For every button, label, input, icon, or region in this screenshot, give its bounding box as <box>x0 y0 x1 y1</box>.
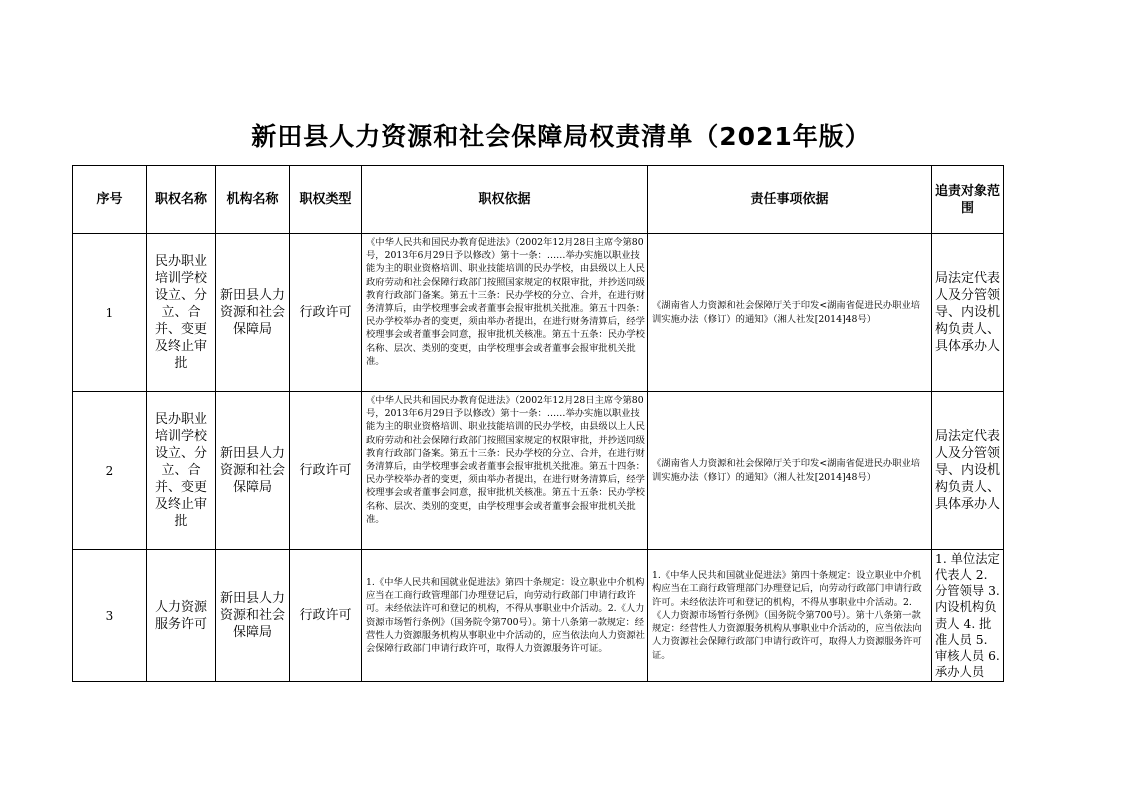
power-name-cell: 民办职业培训学校设立、分立、合并、变更及终止审批 <box>147 234 216 392</box>
org-name-cell: 新田县人力资源和社会保障局 <box>216 550 290 682</box>
header-row <box>73 166 1004 234</box>
power-name-cell: 人力资源服务许可 <box>147 550 216 682</box>
header-accountability: 追责对象范围 <box>932 166 1004 234</box>
page-title: 新田县人力资源和社会保障局权责清单（2021年版） <box>251 122 871 151</box>
power-basis-cell: 《中华人民共和国民办教育促进法》（2002年12月28日主席令第80号，2013年6月29日予以修改）第十一条：……举办实施以职业技能为主的职业资格培训、职业技能培训的民办学校，由县级以上人民政府劳动和社会保障行政部门按照国家规定的权限审批，并抄送同级教育行政部门备案。第五十三条：民办学校的分立、合并，在进行财务清算后，由学校理事会或者董事会报审批机关批准。第五十四条：民办学校举办者的变更，须由举办者提出，在进行财务清算后，经学校理事会或者董事会同意，报审批机关核准。第五十五条：民办学校名称、层次、类别的变更，由学校理事会或者董事会报审批机关批准。 <box>362 392 648 550</box>
org-name-cell: 新田县人力资源和社会保障局 <box>216 392 290 550</box>
power-name-cell: 民办职业培训学校设立、分立、合并、变更及终止审批 <box>147 392 216 550</box>
power-type-cell: 行政许可 <box>290 392 362 550</box>
table-row <box>73 392 1004 550</box>
row-number: 1 <box>73 234 147 392</box>
power-type-cell: 行政许可 <box>290 234 362 392</box>
power-type-cell: 行政许可 <box>290 550 362 682</box>
header-power-basis: 职权依据 <box>362 166 648 234</box>
duty-basis-cell: 《湖南省人力资源和社会保障厅关于印发<湖南省促进民办职业培训实施办法（修订）的通知》（湘人社发[2014]48号） <box>648 392 932 550</box>
duty-basis-cell: 《湖南省人力资源和社会保障厅关于印发<湖南省促进民办职业培训实施办法（修订）的通知》（湘人社发[2014]48号） <box>648 234 932 392</box>
row-number: 3 <box>73 550 147 682</box>
row-number: 2 <box>73 392 147 550</box>
header-power-type: 职权类型 <box>290 166 362 234</box>
org-name-cell: 新田县人力资源和社会保障局 <box>216 234 290 392</box>
accountability-cell: 1. 单位法定代表人 2. 分管领导 3. 内设机构负责人 4. 批准人员 5. 审核人员 6. 承办人员 <box>932 550 1004 682</box>
header-duty-basis: 责任事项依据 <box>648 166 932 234</box>
duty-basis-cell: 1.《中华人民共和国就业促进法》第四十条规定：设立职业中介机构应当在工商行政管理部门办理登记后，向劳动行政部门申请行政许可。未经依法许可和登记的机构，不得从事职业中介活动。2.《人力资源市场暂行条例》（国务院令第700号）。第十八条第一款规定：经营性人力资源服务机构从事职业中介活动的，应当依法向人力资源社会保障行政部门申请行政许可，取得人力资源服务许可证。 <box>648 550 932 682</box>
table-row <box>73 550 1004 682</box>
header-no: 序号 <box>73 166 147 234</box>
responsibility-table <box>72 165 1004 682</box>
header-org-name: 机构名称 <box>216 166 290 234</box>
accountability-cell: 局法定代表人及分管领导、内设机构负责人、具体承办人 <box>932 392 1004 550</box>
power-basis-cell: 1.《中华人民共和国就业促进法》第四十条规定：设立职业中介机构应当在工商行政管理部门办理登记后，向劳动行政部门申请行政许可。未经依法许可和登记的机构，不得从事职业中介活动。2.《人力资源市场暂行条例》（国务院令第700号）。第十八条第一款规定：经营性人力资源服务机构从事职业中介活动的，应当依法向人力资源社会保障行政部门申请行政许可，取得人力资源服务许可证。 <box>362 550 648 682</box>
header-power-name: 职权名称 <box>147 166 216 234</box>
power-basis-cell: 《中华人民共和国民办教育促进法》（2002年12月28日主席令第80号，2013年6月29日予以修改）第十一条：……举办实施以职业技能为主的职业资格培训、职业技能培训的民办学校，由县级以上人民政府劳动和社会保障行政部门按照国家规定的权限审批，并抄送同级教育行政部门备案。第五十三条：民办学校的分立、合并，在进行财务清算后，由学校理事会或者董事会报审批机关批准。第五十四条：民办学校举办者的变更，须由举办者提出，在进行财务清算后，经学校理事会或者董事会同意，报审批机关核准。第五十五条：民办学校名称、层次、类别的变更，由学校理事会或者董事会报审批机关批准。 <box>362 234 648 392</box>
table-row <box>73 234 1004 392</box>
accountability-cell: 局法定代表人及分管领导、内设机构负责人、具体承办人 <box>932 234 1004 392</box>
